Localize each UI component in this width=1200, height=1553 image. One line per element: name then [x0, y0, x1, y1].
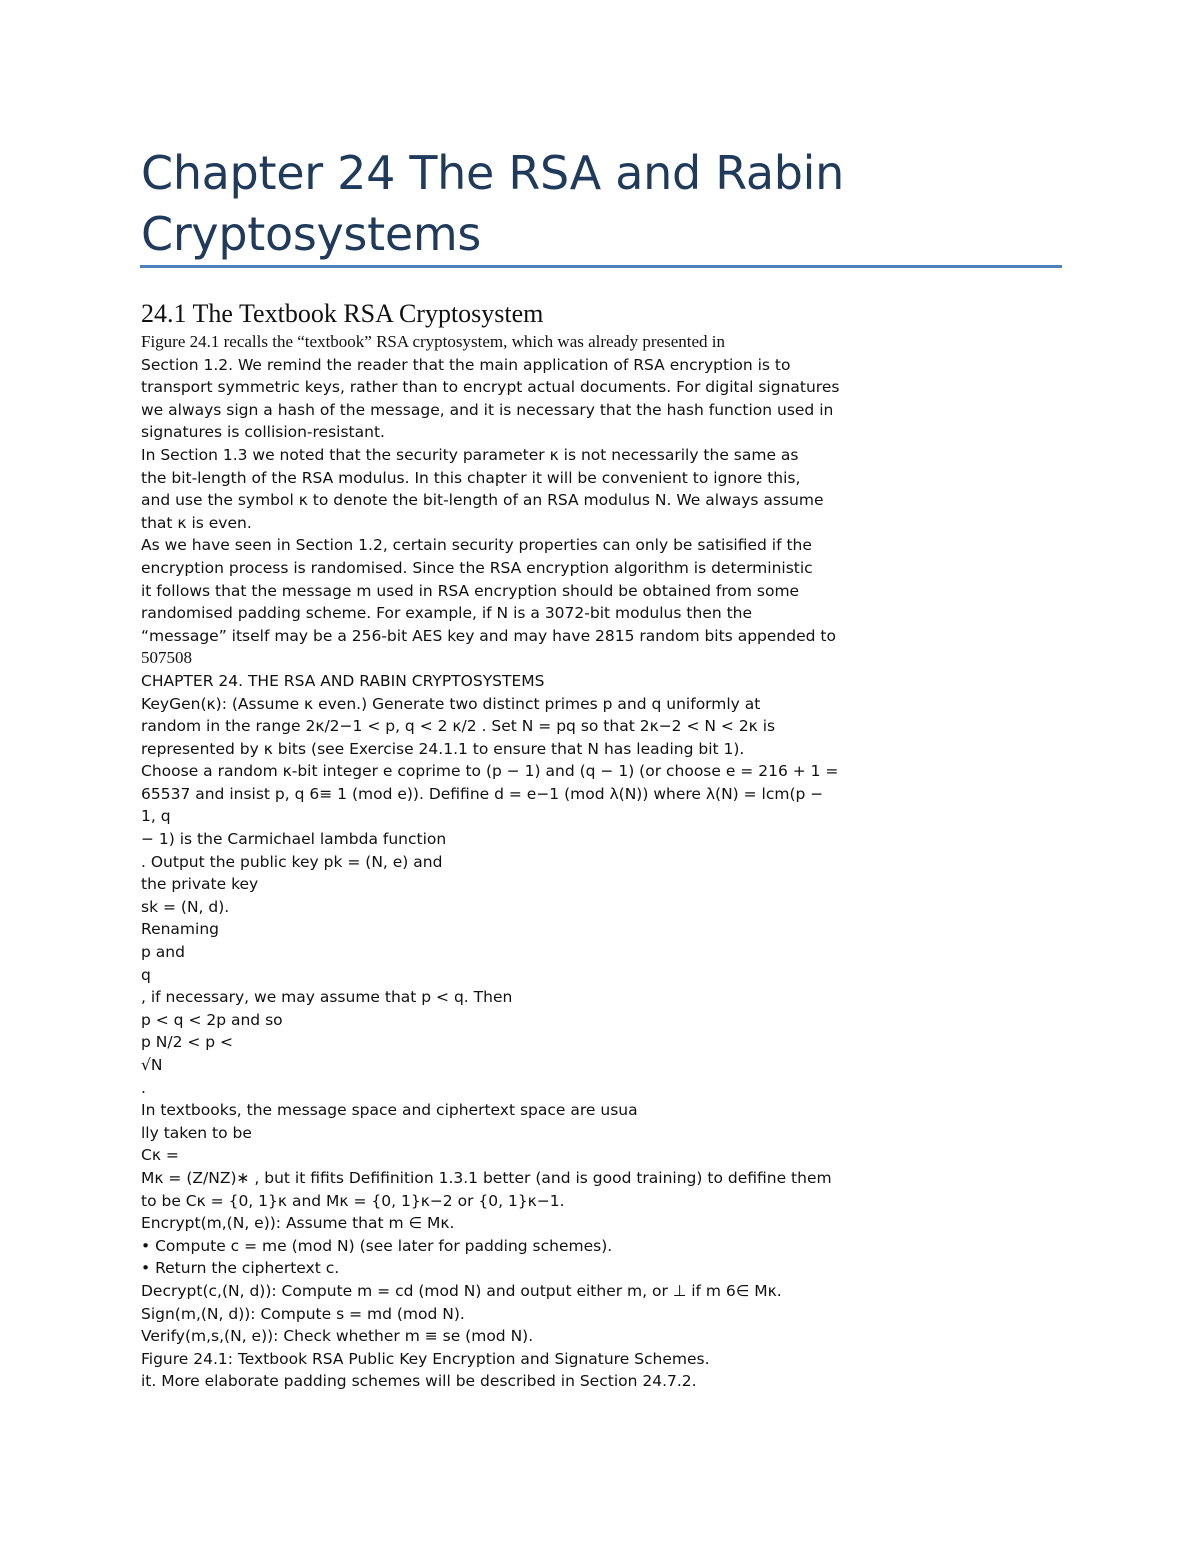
chapter-title-line-1: Chapter 24 The RSA and Rabin: [141, 146, 845, 200]
body-line: randomised padding scheme. For example, if N is a 3072-bit modulus then the: [141, 604, 753, 623]
body-text: [141, 331, 1081, 1393]
body-line: 507508: [141, 648, 192, 668]
body-line: and use the symbol κ to denote the bit-length of an RSA modulus N. We always assume: [141, 491, 824, 510]
body-line: • Return the ciphertext c.: [141, 1259, 340, 1278]
body-line: Figure 24.1: Textbook RSA Public Key Encryption and Signature Schemes.: [141, 1349, 710, 1368]
body-line: p N/2 < p <: [141, 1033, 234, 1052]
title-underline-rule: [140, 265, 1062, 268]
body-line: 65537 and insist p, q 6≡ 1 (mod e)). Defifine d = e−1 (mod λ(N)) where λ(N) = lcm(p −: [141, 784, 824, 803]
body-line: p < q < 2p and so: [141, 1010, 283, 1029]
body-line: “message” itself may be a 256-bit AES key and may have 2815 random bits appended to: [141, 626, 836, 645]
body-line: transport symmetric keys, rather than to encrypt actual documents. For digital signatures: [141, 378, 840, 397]
body-line: q: [141, 965, 151, 984]
body-line: lly taken to be: [141, 1123, 252, 1142]
chapter-title: [141, 143, 1071, 265]
body-line: random in the range 2κ/2−1 < p, q < 2 κ/2 . Set N = pq so that 2κ−2 < N < 2κ is: [141, 717, 776, 736]
body-line: we always sign a hash of the message, and it is necessary that the hash function used in: [141, 400, 834, 419]
body-line: signatures is collision-resistant.: [141, 423, 385, 442]
body-line: Renaming: [141, 920, 219, 939]
body-line: √N: [141, 1056, 163, 1074]
body-line: Sign(m,(N, d)): Compute s = md (mod N).: [141, 1304, 465, 1323]
body-line: In Section 1.3 we noted that the security parameter κ is not necessarily the same as: [141, 445, 799, 464]
chapter-title-line-2: Cryptosystems: [141, 207, 481, 261]
body-line: Encrypt(m,(N, e)): Assume that m ∈ Mκ.: [141, 1214, 455, 1233]
body-line: Decrypt(c,(N, d)): Compute m = cd (mod N) and output either m, or ⊥ if m 6∈ Mκ.: [141, 1281, 782, 1300]
body-line: it follows that the message m used in RSA encryption should be obtained from some: [141, 581, 800, 600]
body-line: the bit-length of the RSA modulus. In this chapter it will be convenient to ignore this,: [141, 468, 801, 487]
body-line: − 1) is the Carmichael lambda function: [141, 830, 447, 849]
body-line: the private key: [141, 875, 259, 894]
body-line: encryption process is randomised. Since the RSA encryption algorithm is deterministic: [141, 558, 813, 577]
body-line: Choose a random κ-bit integer e coprime to (p − 1) and (q − 1) (or choose e = 216 + 1 =: [141, 762, 839, 781]
body-line: to be Cκ = {0, 1}κ and Mκ = {0, 1}κ−2 or {0, 1}κ−1.: [141, 1191, 565, 1210]
body-line: Verify(m,s,(N, e)): Check whether m ≡ se (mod N).: [141, 1327, 534, 1346]
body-line: p and: [141, 943, 185, 962]
body-line: Figure 24.1 recalls the “textbook” RSA cryptosystem, which was already presented in: [141, 332, 725, 351]
body-line: Section 1.2. We remind the reader that the main application of RSA encryption is to: [141, 355, 791, 374]
body-line: represented by κ bits (see Exercise 24.1.1 to ensure that N has leading bit 1).: [141, 739, 745, 758]
body-line: that κ is even.: [141, 513, 252, 532]
body-line: it. More elaborate padding schemes will be described in Section 24.7.2.: [141, 1372, 697, 1391]
body-line: CHAPTER 24. THE RSA AND RABIN CRYPTOSYSTEMS: [141, 671, 545, 690]
body-line: 1, q: [141, 807, 171, 826]
body-line: • Compute c = me (mod N) (see later for padding schemes).: [141, 1236, 613, 1255]
body-line: KeyGen(κ): (Assume κ even.) Generate two distinct primes p and q uniformly at: [141, 694, 761, 713]
body-line: . Output the public key pk = (N, e) and: [141, 852, 443, 871]
body-line: In textbooks, the message space and ciphertext space are usua: [141, 1101, 638, 1120]
body-line: , if necessary, we may assume that p < q. Then: [141, 988, 513, 1007]
body-line: sk = (N, d).: [141, 897, 230, 916]
body-line: Cκ =: [141, 1146, 179, 1165]
body-line: As we have seen in Section 1.2, certain security properties can only be satisified if the: [141, 536, 812, 555]
body-line: Mκ = (Z/NZ)∗ , but it fifits Defifinition 1.3.1 better (and is good training) to defifine them: [141, 1168, 832, 1187]
body-line: .: [141, 1078, 146, 1097]
section-heading: 24.1 The Textbook RSA Cryptosystem: [141, 299, 544, 328]
